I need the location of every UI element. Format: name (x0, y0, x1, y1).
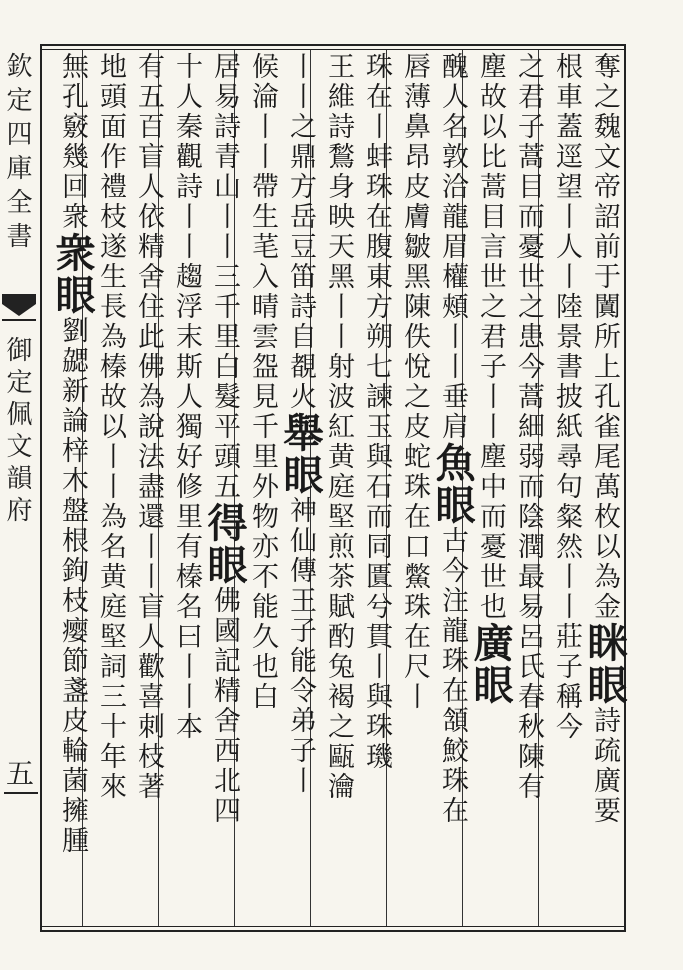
text-column-11 (201, 52, 248, 924)
annotation: 詩疏廣要 (589, 706, 620, 826)
annotation: 古今注龍珠在頷鮫珠在 (437, 526, 468, 826)
column-text: 珠在丨蚌珠在腹東方朔七諫玉與石而同匱兮貫 (361, 52, 392, 652)
annotation: 神仙傳王子能令弟子丨 (285, 496, 316, 796)
text-column-10 (244, 52, 280, 924)
annotation: 莊子稱今 (551, 622, 582, 742)
text-column-2 (548, 52, 584, 924)
frame-left-border (40, 44, 42, 932)
frame-top-border (40, 44, 626, 46)
text-column-6 (396, 52, 432, 924)
head-word: 得眼 (201, 502, 248, 586)
column-text: 醜人名敦洽龍眉權頰丨丨垂肩 (437, 52, 468, 442)
text-column-15 (49, 52, 96, 924)
column-text: 塵故以比蒿目言世之君子丨丨塵中而憂世也 (475, 52, 506, 622)
book-title: 欽定四庫全書 (2, 52, 32, 256)
column-text: 有五百盲人依精舍住此佛為說法盡還丨丨盲人歡喜刺枝著 (133, 52, 164, 802)
page-number: 五 (5, 757, 34, 790)
column-text: 居易詩青山丨丨三千里白髮平頭五 (209, 52, 240, 502)
annotation: 丨與珠璣 (361, 652, 392, 772)
column-text: 王維詩鶖身映天黑丨丨射波紅黄庭堅煎茶賦酌 (323, 52, 354, 652)
column-text: 無孔竅幾回衆 (57, 52, 88, 232)
column-text: 丨丨之鼎方岳豆笛詩自覩火 (285, 52, 316, 412)
column-text (38, 52, 39, 72)
annotation: 呂氏春秋陳有 (513, 622, 544, 802)
text-column-16 (46, 52, 56, 924)
text-column-12 (168, 52, 204, 924)
page-number-rule (4, 792, 38, 794)
annotation: 佛國記精舍西北四 (209, 586, 240, 826)
annotation: 劉勰新論梓木盤根鉤枝瘿節盞皮輪菌擁腫 (57, 316, 88, 856)
head-word: 廣眼 (467, 622, 514, 706)
frame-bottom-inner-border (40, 926, 626, 927)
text-column-1 (581, 52, 628, 924)
column-text: 奪之魏文帝詔前于闐所上孔雀尾萬枚以為金 (589, 52, 620, 622)
column-text: 之君子蒿目而憂世之患今蒿細弱而陰潤最易 (513, 52, 544, 622)
column-text: 候淪丨丨帶生芼入晴雲盌 (247, 52, 278, 382)
column-text: 十人秦觀詩丨丨趨浮末斯人獨好修 (171, 52, 202, 502)
annotation: 皮蛇珠在口鱉珠在尺丨 (399, 412, 430, 712)
text-column-7 (358, 52, 394, 924)
head-word: 舉眼 (277, 412, 324, 496)
column-text: 地頭面作禮枝遂生長為榛故以丨丨為名黄庭堅詞三十年來 (95, 52, 126, 802)
text-column-13 (130, 52, 166, 924)
text-column-8 (320, 52, 356, 924)
head-word: 衆眼 (49, 232, 96, 316)
annotation: 見千里外物亦不能久也白 (247, 382, 278, 712)
text-column-5 (429, 52, 476, 924)
annotation: 兔褐之甌瀹 (323, 652, 354, 802)
text-column-9 (277, 52, 324, 924)
frame-bottom-border (40, 930, 626, 932)
head-word: 魚眼 (429, 442, 476, 526)
volume-title: 御定佩文韻府 (2, 336, 32, 528)
annotation: 里有榛名曰丨丨本 (171, 502, 202, 742)
fish-tail-icon (0, 290, 38, 332)
head-word: 眯眼 (581, 622, 628, 706)
annotation (38, 72, 39, 140)
column-text: 根車蓋逕望丨人丨陸景書披紙尋句粲然丨丨 (551, 52, 582, 622)
text-column-14 (92, 52, 128, 924)
frame-right-border (624, 44, 626, 932)
text-column-4 (467, 52, 514, 924)
column-text: 唇薄鼻昂皮膚皺黑陳佚悅之 (399, 52, 430, 412)
text-column-3 (510, 52, 546, 924)
